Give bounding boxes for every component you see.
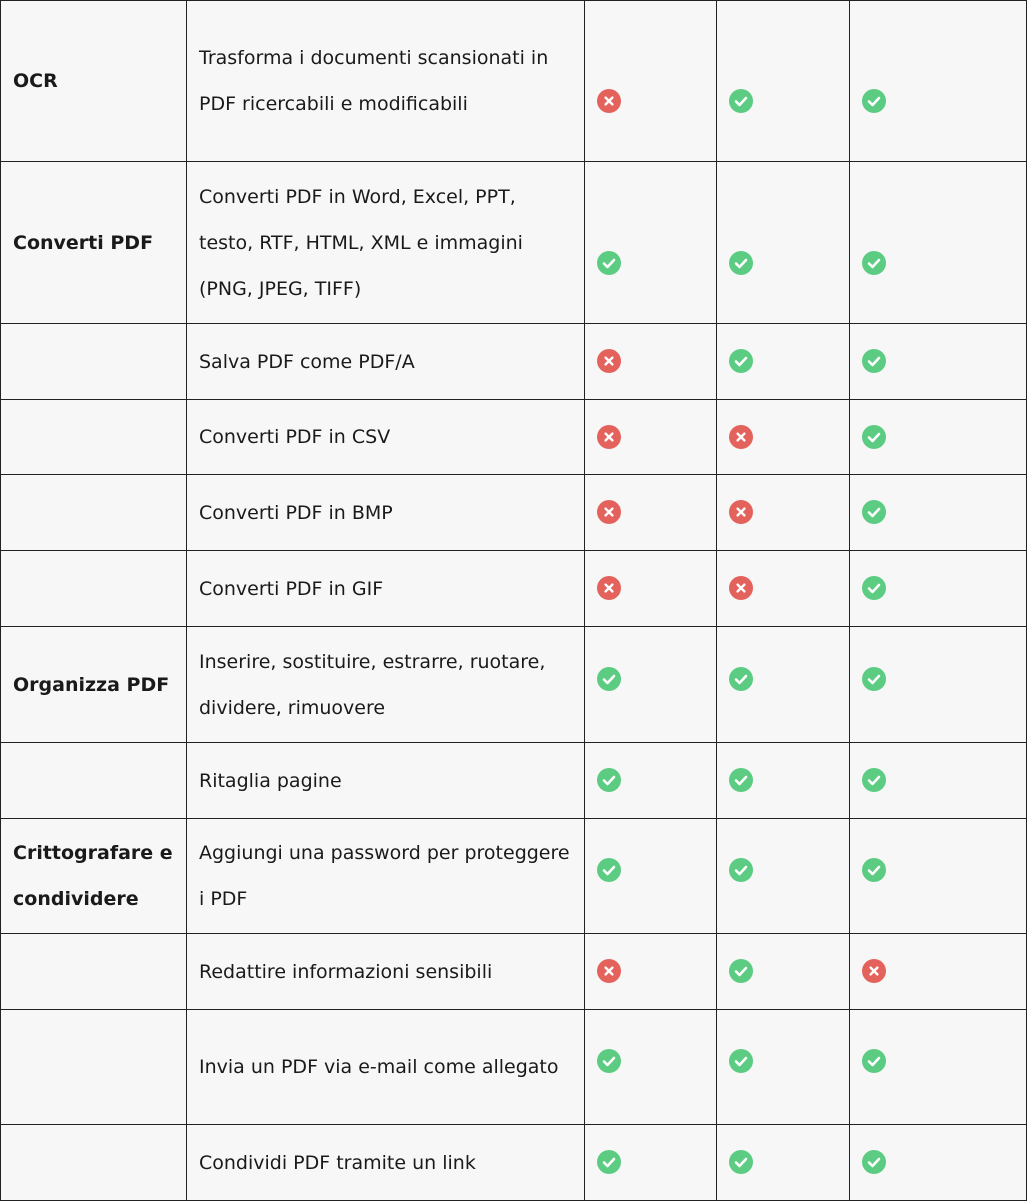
support-cell [717, 819, 850, 934]
feature-cell: Converti PDF in CSV [187, 400, 585, 475]
support-cell [585, 934, 717, 1010]
cross-circle-icon [597, 425, 621, 449]
table-row [1, 934, 1027, 1010]
check-circle-icon [729, 89, 753, 113]
cross-circle-icon [597, 500, 621, 524]
cross-circle-icon [729, 500, 753, 524]
check-circle-icon [862, 251, 886, 275]
support-cell [850, 1, 1027, 162]
cross-circle-icon [597, 576, 621, 600]
check-circle-icon [729, 959, 753, 983]
table-body [1, 1, 1027, 1201]
support-cell [717, 400, 850, 475]
support-cell [717, 324, 850, 400]
category-cell [1, 475, 187, 551]
support-cell [850, 627, 1027, 743]
cross-circle-icon [597, 89, 621, 113]
support-cell [717, 1, 850, 162]
check-circle-icon [862, 89, 886, 113]
support-cell [717, 475, 850, 551]
support-cell [717, 162, 850, 324]
category-cell: Crittografare e condividere [1, 819, 187, 934]
table-row [1, 162, 1027, 324]
check-circle-icon [862, 1049, 886, 1073]
table-row [1, 400, 1027, 475]
feature-cell: Converti PDF in Word, Excel, PPT, testo, RTF, HTML, XML e immagini (PNG, JPEG, TIFF) [187, 162, 585, 324]
feature-cell: Invia un PDF via e-mail come allegato [187, 1010, 585, 1125]
cross-circle-icon [729, 425, 753, 449]
category-cell [1, 1010, 187, 1125]
check-circle-icon [862, 667, 886, 691]
check-circle-icon [597, 768, 621, 792]
check-circle-icon [862, 425, 886, 449]
check-circle-icon [729, 1049, 753, 1073]
feature-cell: Ritaglia pagine [187, 743, 585, 819]
feature-cell: Converti PDF in BMP [187, 475, 585, 551]
check-circle-icon [597, 858, 621, 882]
check-circle-icon [862, 768, 886, 792]
table-row [1, 475, 1027, 551]
category-cell [1, 400, 187, 475]
feature-cell: Redattire informazioni sensibili [187, 934, 585, 1010]
support-cell [585, 743, 717, 819]
support-cell [585, 627, 717, 743]
table-row [1, 627, 1027, 743]
category-cell: OCR [1, 1, 187, 162]
support-cell [717, 551, 850, 627]
category-cell [1, 1125, 187, 1201]
support-cell [717, 934, 850, 1010]
support-cell [717, 1125, 850, 1201]
support-cell [850, 743, 1027, 819]
support-cell [585, 475, 717, 551]
cross-circle-icon [597, 349, 621, 373]
category-cell [1, 743, 187, 819]
check-circle-icon [597, 1049, 621, 1073]
support-cell [717, 627, 850, 743]
support-cell [850, 400, 1027, 475]
check-circle-icon [729, 349, 753, 373]
cross-circle-icon [597, 959, 621, 983]
cross-circle-icon [729, 576, 753, 600]
category-cell: Converti PDF [1, 162, 187, 324]
feature-cell: Inserire, sostituire, estrarre, ruotare, dividere, rimuovere [187, 627, 585, 743]
category-cell [1, 324, 187, 400]
check-circle-icon [729, 858, 753, 882]
table-row [1, 1, 1027, 162]
check-circle-icon [729, 667, 753, 691]
support-cell [585, 1010, 717, 1125]
support-cell [850, 1125, 1027, 1201]
check-circle-icon [862, 1150, 886, 1174]
support-cell [585, 551, 717, 627]
feature-cell: Converti PDF in GIF [187, 551, 585, 627]
check-circle-icon [729, 768, 753, 792]
support-cell [585, 819, 717, 934]
support-cell [585, 324, 717, 400]
support-cell [850, 934, 1027, 1010]
check-circle-icon [597, 251, 621, 275]
check-circle-icon [862, 576, 886, 600]
support-cell [850, 324, 1027, 400]
support-cell [717, 1010, 850, 1125]
check-circle-icon [729, 251, 753, 275]
check-circle-icon [862, 500, 886, 524]
table-row [1, 324, 1027, 400]
check-circle-icon [597, 667, 621, 691]
support-cell [850, 475, 1027, 551]
feature-cell: Salva PDF come PDF/A [187, 324, 585, 400]
category-cell [1, 934, 187, 1010]
table-row [1, 819, 1027, 934]
support-cell [717, 743, 850, 819]
category-cell: Organizza PDF [1, 627, 187, 743]
check-circle-icon [597, 1150, 621, 1174]
table-row [1, 551, 1027, 627]
category-cell [1, 551, 187, 627]
feature-cell: Aggiungi una password per proteggere i PDF [187, 819, 585, 934]
support-cell [850, 819, 1027, 934]
table-row [1, 743, 1027, 819]
feature-cell: Trasforma i documenti scansionati in PDF ricercabili e modificabili [187, 1, 585, 162]
support-cell [850, 1010, 1027, 1125]
support-cell [585, 1125, 717, 1201]
support-cell [585, 400, 717, 475]
check-circle-icon [862, 349, 886, 373]
support-cell [585, 1, 717, 162]
support-cell [585, 162, 717, 324]
check-circle-icon [729, 1150, 753, 1174]
table-row [1, 1010, 1027, 1125]
table-row [1, 1125, 1027, 1201]
check-circle-icon [862, 858, 886, 882]
support-cell [850, 551, 1027, 627]
cross-circle-icon [862, 959, 886, 983]
support-cell [850, 162, 1027, 324]
feature-cell: Condividi PDF tramite un link [187, 1125, 585, 1201]
